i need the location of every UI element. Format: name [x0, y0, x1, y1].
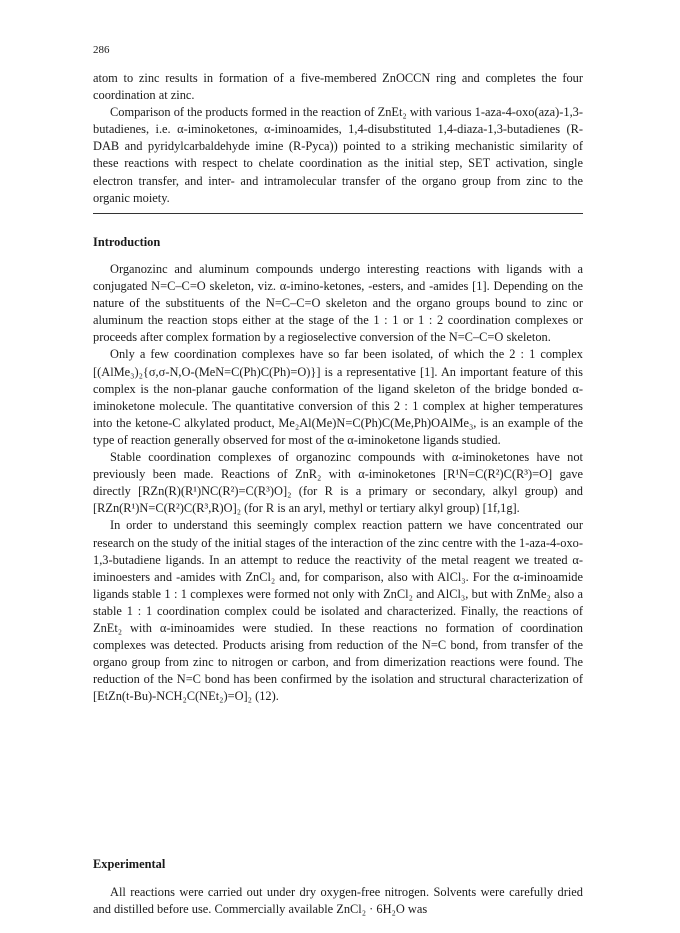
experimental-body: [93, 884, 583, 918]
introduction-body: [93, 261, 583, 705]
abstract-paragraph-1: atom to zinc results in formation of a five-membered ZnOCCN ring and completes the four coordination at zinc.: [93, 71, 583, 103]
intro-paragraph-4: In order to understand this seemingly complex reaction pattern we have concentrated our research on the study of the initial stages of the interaction of the zinc centre with the 1-aza-4-oxo-1,3-butadiene ligands. In an attempt to reduce the reactivity of the metal reagent we treated α-iminoesters and -amides with ZnCl₂ and, for comparison, also with AlCl₃. For the α-iminoamide ligands stable 1 : 1 complexes were formed not only with ZnCl₂ and AlCl₃, but with ZnMe₂ also a stable 1 : 1 coordination complex could be isolated and characterized. Finally, the reactions of ZnEt₂ with α-iminoamides were studied. In these reactions no formation of coordination complexes was detected. Products arising from reduction of the N=C bond, from transfer of the organo group from zinc to nitrogen or carbon, and from dimerization reactions were found. The reduction of the N=C bond has been confirmed by the isolation and structural characterization of [EtZn(t-Bu)-NCH₂C(NEt₂)=O]₂ (12).: [93, 518, 583, 704]
intro-paragraph-2: Only a few coordination complexes have so far been isolated, of which the 2 : 1 complex [(AlMe₃)₂{σ,σ-N,O-(MeN=C(Ph)C(Ph)=O)}] is a representative [1]. An important feature of this complex is the non-planar gauche conformation of the ligand skeleton of the bridge bonded α-iminoketone molecule. The quantitative conversion of this 2 : 1 complex at higher temperatures into the ketone-C alkylated product, Me₂Al(Me)N=C(Ph)C(Me,Ph)OAlMe₃, is an example of the type of reaction generally observed for most of the α-iminoketone ligands studied.: [93, 347, 583, 447]
experimental-paragraph-1: All reactions were carried out under dry oxygen-free nitrogen. Solvents were carefully dried and distilled before use. Commercially available ZnCl₂ · 6H₂O was: [93, 885, 583, 917]
abstract-continuation: [93, 70, 583, 207]
page-number: 286: [93, 44, 110, 56]
intro-paragraph-1: Organozinc and aluminum compounds undergo interesting reactions with ligands with a conjugated N=C–C=O skeleton, viz. α-imino-ketones, -esters, and -amides [1]. Depending on the nature of the substituents of the N=C–C=O skeleton and the organo groups bound to zinc or aluminum the reaction stops either at the stage of the 1 : 1 or 1 : 2 coordination complexes or proceeds after complex formation by a regioselective conversion of the N=C–C=O skeleton.: [93, 262, 583, 345]
experimental-heading: Experimental: [93, 857, 166, 871]
section-divider: [93, 213, 583, 214]
introduction-heading: Introduction: [93, 235, 161, 249]
intro-paragraph-3: Stable coordination complexes of organozinc compounds with α-iminoketones have not previously been made. Reactions of ZnR₂ with α-iminoketones [R¹N=C(R²)C(R³)=O] gave directly [RZn(R)(R¹)NC(R²)=C(R³)O]₂ (for R is a primary or secondary, alkyl group) and [RZn(R¹)N=C(R²)C(R³,R)O]₂ (for R is an aryl, methyl or tertiary alkyl group) [1f,1g].: [93, 450, 583, 516]
abstract-paragraph-2: Comparison of the products formed in the reaction of ZnEt₂ with various 1-aza-4-oxo(aza)-1,3-butadienes, i.e. α-iminoketones, α-iminoamides, 1,4-disubstituted 1,4-diaza-1,3-butadienes (R-DAB and pyridylcarbaldehyde imine (R-Pyca)) pointed to a striking mechanistic similarity of these reactions with respect to chelate coordination as the initial step, SET activation, single electron transfer, and inter- and intramolecular transfer of the organo group from zinc to the organic moiety.: [93, 105, 583, 205]
